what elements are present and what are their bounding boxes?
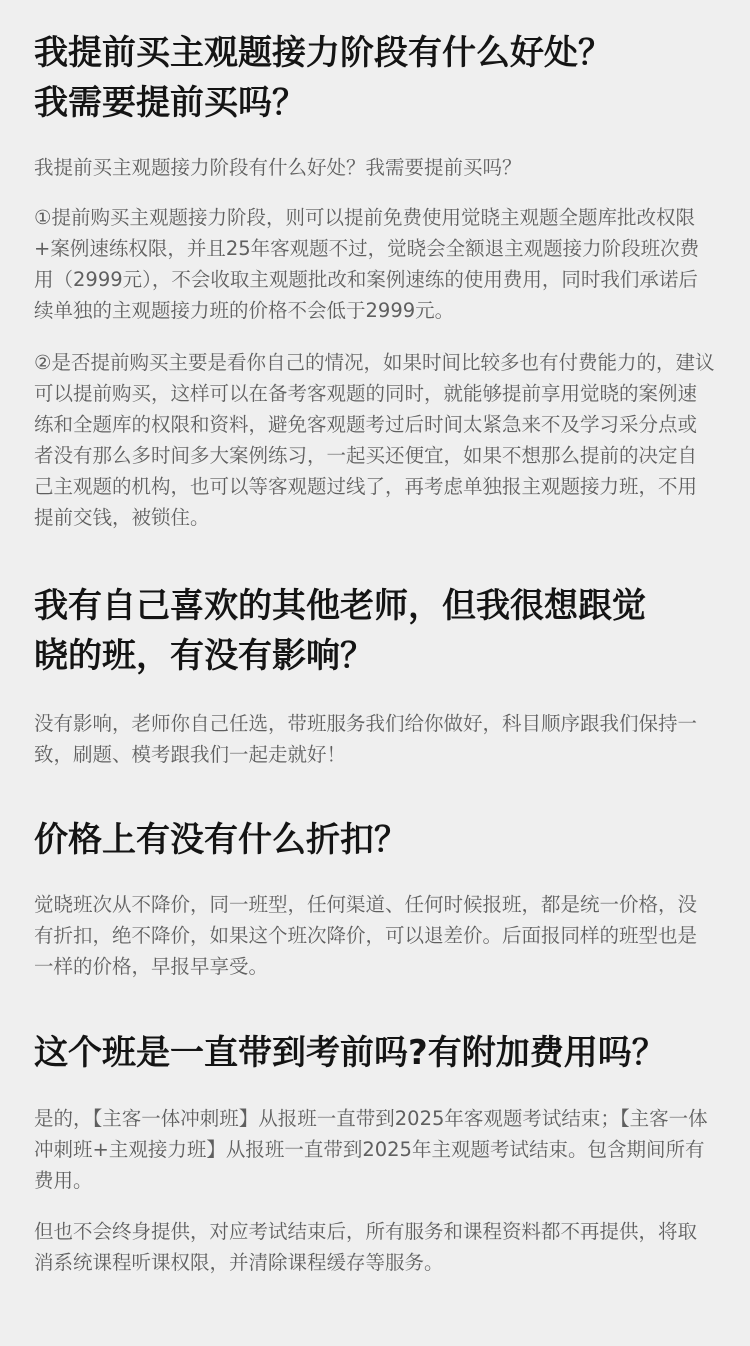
faq-section-discount — [34, 815, 716, 982]
question-title — [34, 581, 716, 681]
question-title-line: 价格上有没有什么折扣？ — [34, 820, 408, 860]
question-title — [34, 1028, 716, 1078]
question-title — [34, 28, 716, 128]
faq-section-prepurchase — [34, 28, 716, 533]
faq-section-teacher-choice — [34, 581, 716, 770]
answer-paragraph: 我提前买主观题接力阶段有什么好处？我需要提前买吗？ — [34, 156, 522, 179]
answer-paragraph: 是的，【主客一体冲刺班】从报班一直带到2025年客观题考试结束；【主客一体冲刺班+主观接力班】从报班一直带到2025年主观题考试结束。包含期间所有费用。 — [34, 1107, 708, 1192]
answer-paragraph: ①提前购买主观题接力阶段，则可以提前免费使用觉晓主观题全题库批改权限+案例速练权限，并且25年客观题不过，觉晓会全额退主观题接力阶段班次费用（2999元），不会收取主观题批改和案例速练的使用费用，同时我们承诺后续单独的主观题接力班的价格不会低于2999元。 — [34, 206, 700, 322]
question-title-line: 这个班是一直带到考前吗?有附加费用吗？ — [34, 1033, 666, 1073]
question-title-line: 我有自己喜欢的其他老师，但我很想跟觉 — [34, 586, 646, 626]
question-title-line: 晓的班，有没有影响？ — [34, 636, 374, 676]
answer-paragraph: 没有影响，老师你自己任选，带班服务我们给你做好，科目顺序跟我们保持一致，刷题、模考跟我们一起走就好！ — [34, 712, 698, 766]
faq-section-duration-fees — [34, 1028, 716, 1278]
question-title-line: 我提前买主观题接力阶段有什么好处？ — [34, 33, 612, 73]
question-title — [34, 815, 716, 865]
answer-paragraph: ②是否提前购买主要是看你自己的情况，如果时间比较多也有付费能力的，建议可以提前购买，这样可以在备考客观题的同时，就能够提前享用觉晓的案例速练和全题库的权限和资料，避免客观题考过后时间太紧急来不及学习采分点或者没有那么多时间多大案例练习，一起买还便宜，如果不想那么提前的决定自己主观题的机构，也可以等客观题过线了，再考虑单独报主观题接力班，不用提前交钱，被锁住。 — [34, 351, 715, 529]
answer-paragraph: 觉晓班次从不降价，同一班型，任何渠道、任何时候报班，都是统一价格，没有折扣，绝不降价，如果这个班次降价，可以退差价。后面报同样的班型也是一样的价格，早报早享受。 — [34, 893, 698, 978]
answer-paragraph: 但也不会终身提供，对应考试结束后，所有服务和课程资料都不再提供，将取消系统课程听课权限，并清除课程缓存等服务。 — [34, 1220, 698, 1274]
question-title-line: 我需要提前买吗？ — [34, 83, 306, 123]
